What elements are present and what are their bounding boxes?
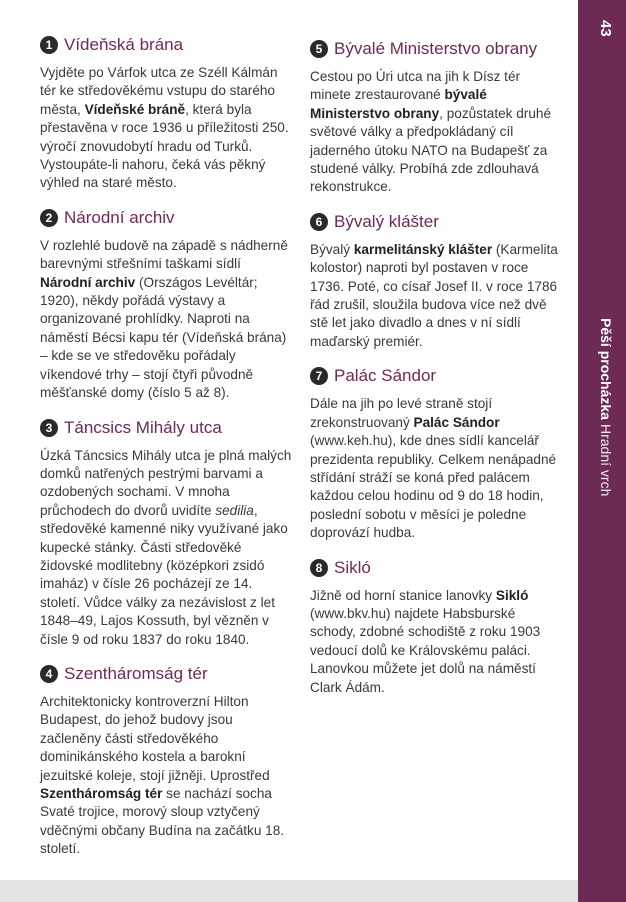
text-run: (Karmelita kolostor) naproti byl postaven v roce 1736. Poté, co císař Josef II. v roce 1786 řád zrušil, sloužila budova více než dvě stě let jako divadlo a dnes v ní sídlí maďarský premiér. [310, 241, 558, 349]
bold-term: bývalé Ministerstvo obrany [310, 87, 487, 121]
section-number-badge: 5 [310, 40, 328, 58]
section-text [310, 68, 560, 197]
section-title: Táncsics Mihály utca [64, 417, 222, 437]
text-run: , středověké kamenné niky využívané jako kupecké stánky. Části středověké židovské modlitebny (középkori zsidó imaház) v čísle 26 pocházejí ze 14. století. Vůdce války za nezávislost z let 1848–49, Lajos Kossuth, byl vězněn v čísle 9 od roku 1837 do roku 1840. [40, 502, 288, 647]
text-run: Dále na jih po levé straně stojí zrekonstruovaný [310, 396, 493, 430]
section-title: Szentháromság tér [64, 663, 208, 683]
text-run: V rozlehlé budově na západě s nádherně barevnými střešními taškami sídlí [40, 237, 288, 272]
section-heading [40, 417, 292, 439]
text-run: (www.bkv.hu) najdete Habsburské schody, zdobné schodiště z roku 1903 vedoucí dolů ke Královskému paláci. Lanovkou můžete jet dolů na náměstí Clark Ádám. [310, 605, 541, 695]
section-number-badge: 3 [40, 419, 58, 437]
section-2 [40, 207, 292, 403]
text-run: Úzká Táncsics Mihály utca je plná malých domků natřených pestrými barvami a ozdobených sochami. V mnoha průchodech do dvorů uvidíte [40, 447, 292, 518]
text-run: se nachází socha Svaté trojice, morový sloup vztyčený vděčnými občany Budína na začátku 18. století. [40, 786, 285, 857]
page-number: 43 [597, 20, 614, 37]
section-heading [310, 38, 560, 60]
section-title: Národní archiv [64, 207, 175, 227]
section-number-badge: 6 [310, 213, 328, 231]
section-heading [310, 211, 560, 233]
running-head [590, 318, 614, 496]
bold-term: Sikló [495, 587, 529, 603]
running-head-subtitle: Hradní vrch [598, 423, 614, 497]
sidebar-tab [578, 0, 626, 902]
section-text [40, 447, 292, 649]
section-number-badge: 4 [40, 665, 58, 683]
text-run: Architektonicky kontroverzní Hilton Budapest, do jehož budovy jsou začleněny části středověkého dominikánského kostela a barokní jezuitské koleje, stojí jižněji. Uprostřed [40, 693, 270, 783]
italic-term: sedilia [215, 502, 254, 518]
section-title: Vídeňská brána [64, 35, 184, 54]
section-heading [40, 207, 292, 229]
text-run: Cestou po Úri utca na jih k Dísz tér minete zrestaurované [310, 69, 521, 103]
bold-term: Szentháromság tér [40, 786, 163, 801]
text-run: Vyjděte po Várfok utca ze Széll Kálmán tér ke středověkému vstupu do starého města, [40, 65, 278, 117]
section-title: Bývalý klášter [334, 211, 439, 231]
section-5 [310, 38, 560, 197]
section-heading [310, 365, 560, 387]
section-heading [310, 557, 560, 579]
text-run: , která byla přestavěna v roce 1936 u příležitosti 250. výročí znovudobytí hradu od Turků. Vystoupáte-li nahoru, čeká vás pěkný výhled na staré město. [40, 101, 289, 191]
section-text [310, 241, 560, 351]
section-title: Bývalé Ministerstvo obrany [334, 39, 538, 58]
section-number-badge: 2 [40, 209, 58, 227]
section-heading [40, 34, 292, 56]
bold-term: Vídeňské bráně [84, 101, 186, 117]
section-text [40, 693, 292, 859]
text-run: Jižně od horní stanice lanovky [310, 587, 496, 603]
section-3 [40, 417, 292, 649]
section-title: Sikló [334, 557, 371, 577]
section-4 [40, 663, 292, 859]
section-text [40, 64, 292, 193]
section-1 [40, 34, 292, 193]
text-run: (Országos Levéltár; 1920), někdy pořádá výstavy a organizované prohlídky. Naproti na náměstí Bécsi kapu tér (Vídeňská brána) – kde se ve středověku pořádaly víkendové trhy – stojí čtyři původně měšťanské domy (číslo 5 až 8). [40, 274, 287, 401]
left-column [40, 34, 292, 873]
section-8 [310, 557, 560, 697]
bold-term: Národní archiv [40, 274, 136, 290]
right-column [310, 38, 560, 711]
section-number-badge: 7 [310, 367, 328, 385]
section-title: Palác Sándor [334, 366, 437, 386]
section-6 [310, 211, 560, 351]
section-text [310, 395, 560, 542]
section-text [40, 237, 292, 403]
text-run: (www.keh.hu), kde dnes sídlí kancelář prezidenta republiky. Celkem nenápadné střídání stráží se koná před palácem každou celou hodinu od 9 do 18 hodin, poslední sobotu v měsíci je poledne doprovází hudba. [310, 433, 557, 541]
section-number-badge: 1 [40, 36, 58, 54]
section-7 [310, 365, 560, 542]
page-footer-band [0, 880, 578, 902]
section-text [310, 587, 560, 697]
section-number-badge: 8 [310, 559, 328, 577]
bold-term: Palác Sándor [413, 414, 500, 430]
running-head-title: Pěší procházka [598, 318, 614, 420]
text-run: , pozůstatek druhé světové války a předpokládaný cíl jaderného útoku NATO na Budapešť za studené války. Probíhá zde zdlouhavá rekonstrukce. [310, 105, 552, 195]
section-heading [40, 663, 292, 685]
bold-term: karmelitánský klášter [353, 241, 493, 257]
text-run: Bývalý [310, 241, 354, 257]
